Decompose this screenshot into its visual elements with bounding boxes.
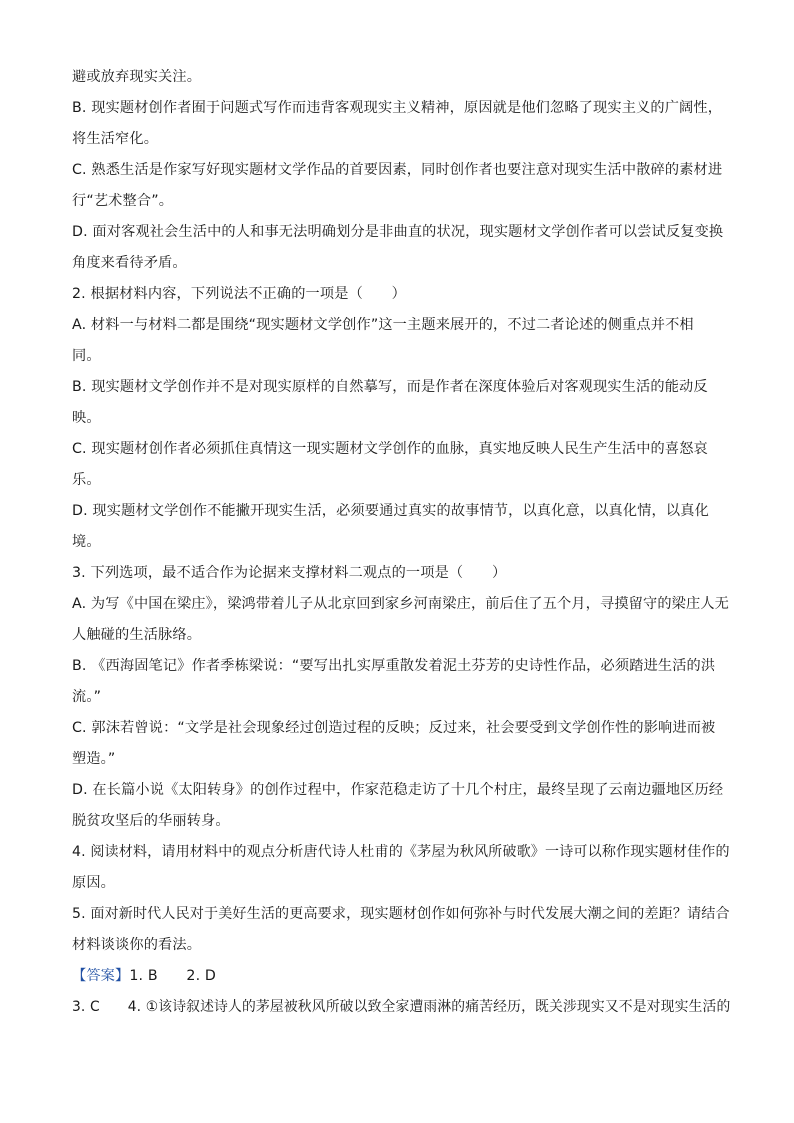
- option-c-line: C. 现实题材创作者必须抓住真情这一现实题材文学创作的血脉，真实地反映人民生产生活中的喜怒哀: [72, 441, 708, 457]
- answer-line-2: 3. C 4. ①该诗叙述诗人的茅屋被秋风所破以致全家遭雨淋的痛苦经历，既关涉现实又不是对现实生活的: [72, 999, 731, 1015]
- text-line: 塑造。”: [72, 751, 116, 767]
- text-line: 脱贫攻坚后的华丽转身。: [72, 813, 230, 829]
- option-b-line: B. 《西海固笔记》作者季栋梁说：“要写出扎实厚重散发着泥土芬芳的史诗性作品，必须踏进生活的洪: [72, 658, 716, 674]
- option-d-line: D. 在长篇小说《太阳转身》的创作过程中，作家范稳走访了十几个村庄，最终呈现了云南边疆地区历经: [72, 782, 724, 798]
- answer-text: 1. B 2. D: [129, 968, 216, 984]
- option-c-line: C. 熟悉生活是作家写好现实题材文学作品的首要因素，同时创作者也要注意对现实生活中散碎的素材进: [72, 162, 723, 178]
- question-2: 2. 根据材料内容，下列说法不正确的一项是（ ）: [72, 286, 406, 302]
- text-line: 乐。: [72, 472, 101, 488]
- option-d-line: D. 面对客观社会生活中的人和事无法明确划分是非曲直的状况，现实题材文学创作者可以尝试反复变换: [72, 224, 724, 240]
- text-line: 角度来看待矛盾。: [72, 255, 187, 271]
- question-5: 5. 面对新时代人民对于美好生活的更高要求，现实题材创作如何弥补与时代发展大潮之间的差距？请结合: [72, 906, 730, 922]
- text-line: 同。: [72, 348, 101, 364]
- text-line: 映。: [72, 410, 101, 426]
- answer-line: [72, 966, 216, 986]
- option-a-line: A. 材料一与材料二都是围绕“现实题材文学创作”这一主题来展开的，不过二者论述的侧重点并不相: [72, 317, 694, 333]
- text-line: 原因。: [72, 875, 116, 891]
- option-a-line: A. 为写《中国在梁庄》，梁鸿带着儿子从北京回到家乡河南梁庄，前后住了五个月，寻摸留守的梁庄人无: [72, 596, 730, 612]
- text-line: 境。: [72, 534, 101, 550]
- question-4: 4. 阅读材料，请用材料中的观点分析唐代诗人杜甫的《茅屋为秋风所破歌》一诗可以称作现实题材佳作的: [72, 844, 730, 860]
- option-d-line: D. 现实题材文学创作不能撇开现实生活，必须要通过真实的故事情节，以真化意，以真化情，以真化: [72, 503, 709, 519]
- option-b-line: B. 现实题材文学创作并不是对现实原样的自然摹写，而是作者在深度体验后对客观现实生活的能动反: [72, 379, 708, 395]
- text-line: 避或放弃现实关注。: [72, 69, 202, 85]
- answer-tag: 【答案】: [72, 968, 130, 984]
- option-c-line: C. 郭沫若曾说：“文学是社会现象经过创造过程的反映；反过来，社会要受到文学创作性的影响进而被: [72, 720, 716, 736]
- text-line: 将生活窄化。: [72, 131, 159, 147]
- text-line: 流。”: [72, 689, 102, 705]
- question-3: 3. 下列选项，最不适合作为论据来支撑材料二观点的一项是（ ）: [72, 565, 507, 581]
- option-b-line: B. 现实题材创作者囿于问题式写作而违背客观现实主义精神，原因就是他们忽略了现实主义的广阔性，: [72, 100, 723, 116]
- text-line: 材料谈谈你的看法。: [72, 937, 202, 953]
- text-line: 行“艺术整合”。: [72, 193, 174, 209]
- text-line: 人触碰的生活脉络。: [72, 627, 202, 643]
